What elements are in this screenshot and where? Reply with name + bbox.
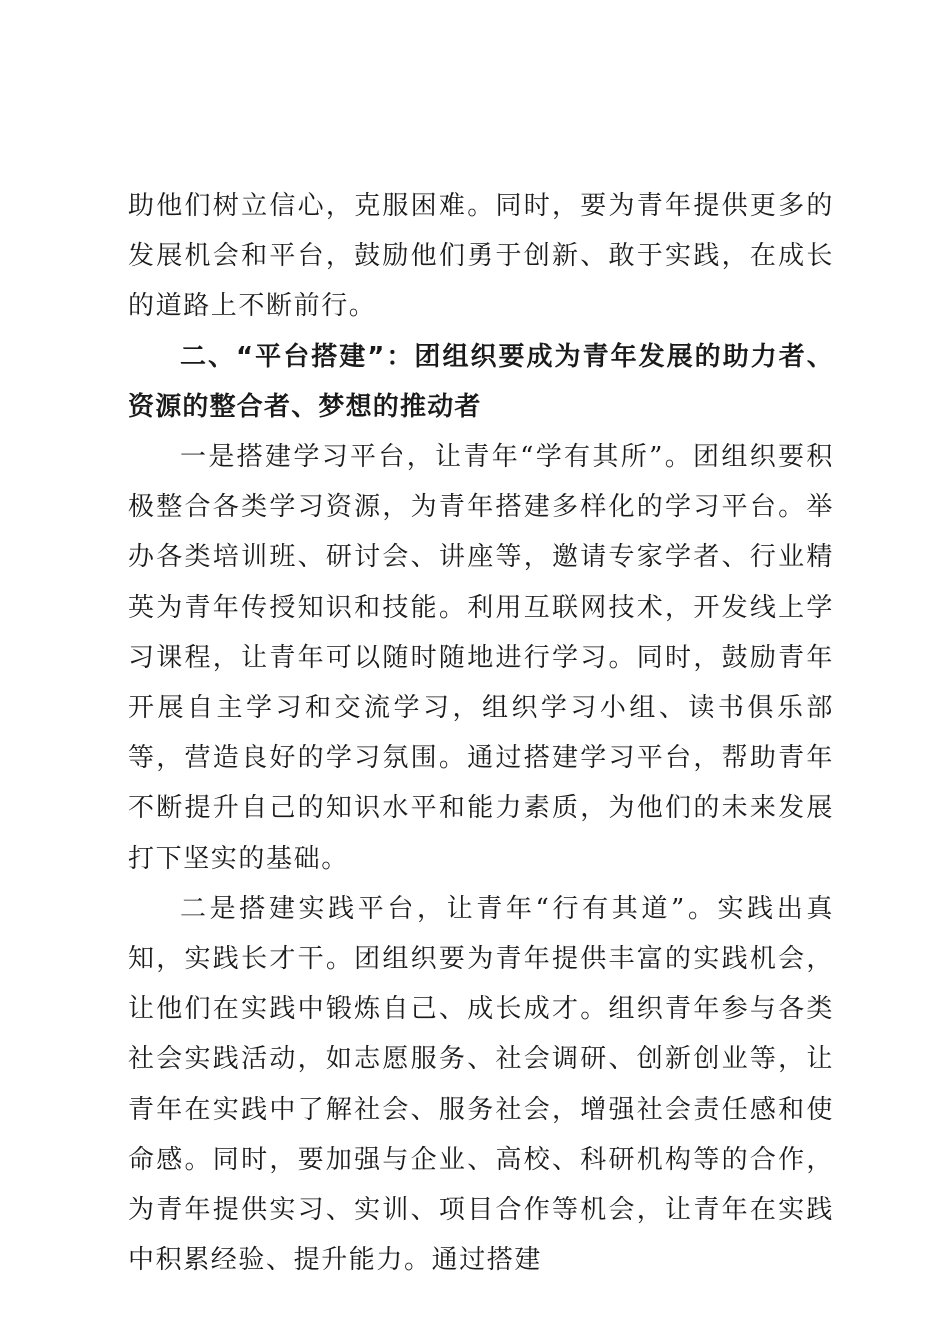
document-body [128,181,834,1285]
paragraph-learning-platform: 一是搭建学习平台，让青年“学有其所”。团组织要积极整合各类学习资源，为青年搭建多样化的学习平台。举办各类培训班、研讨会、讲座等，邀请专家学者、行业精英为青年传授知识和技能。利用互联网技术，开发线上学习课程，让青年可以随时随地进行学习。同时，鼓励青年开展自主学习和交流学习，组织学习小组、读书俱乐部等，营造良好的学习氛围。通过搭建学习平台，帮助青年不断提升自己的知识水平和能力素质，为他们的未来发展打下坚实的基础。 [128,442,834,874]
section-heading: 二、“平台搭建”：团组织要成为青年发展的助力者、资源的整合者、梦想的推动者 [128,341,834,422]
paragraph-practice-platform: 二是搭建实践平台，让青年“行有其道”。实践出真知，实践长才干。团组织要为青年提供丰富的实践机会，让他们在实践中锻炼自己、成长成才。组织青年参与各类社会实践活动，如志愿服务、社会调研、创新创业等，让青年在实践中了解社会、服务社会，增强社会责任感和使命感。同时，要加强与企业、高校、科研机构等的合作，为青年提供实习、实训、项目合作等机会，让青年在实践中积累经验、提升能力。通过搭建 [128,893,834,1276]
paragraph-continuation: 助他们树立信心，克服困难。同时，要为青年提供更多的发展机会和平台，鼓励他们勇于创新、敢于实践，在成长的道路上不断前行。 [128,191,834,322]
